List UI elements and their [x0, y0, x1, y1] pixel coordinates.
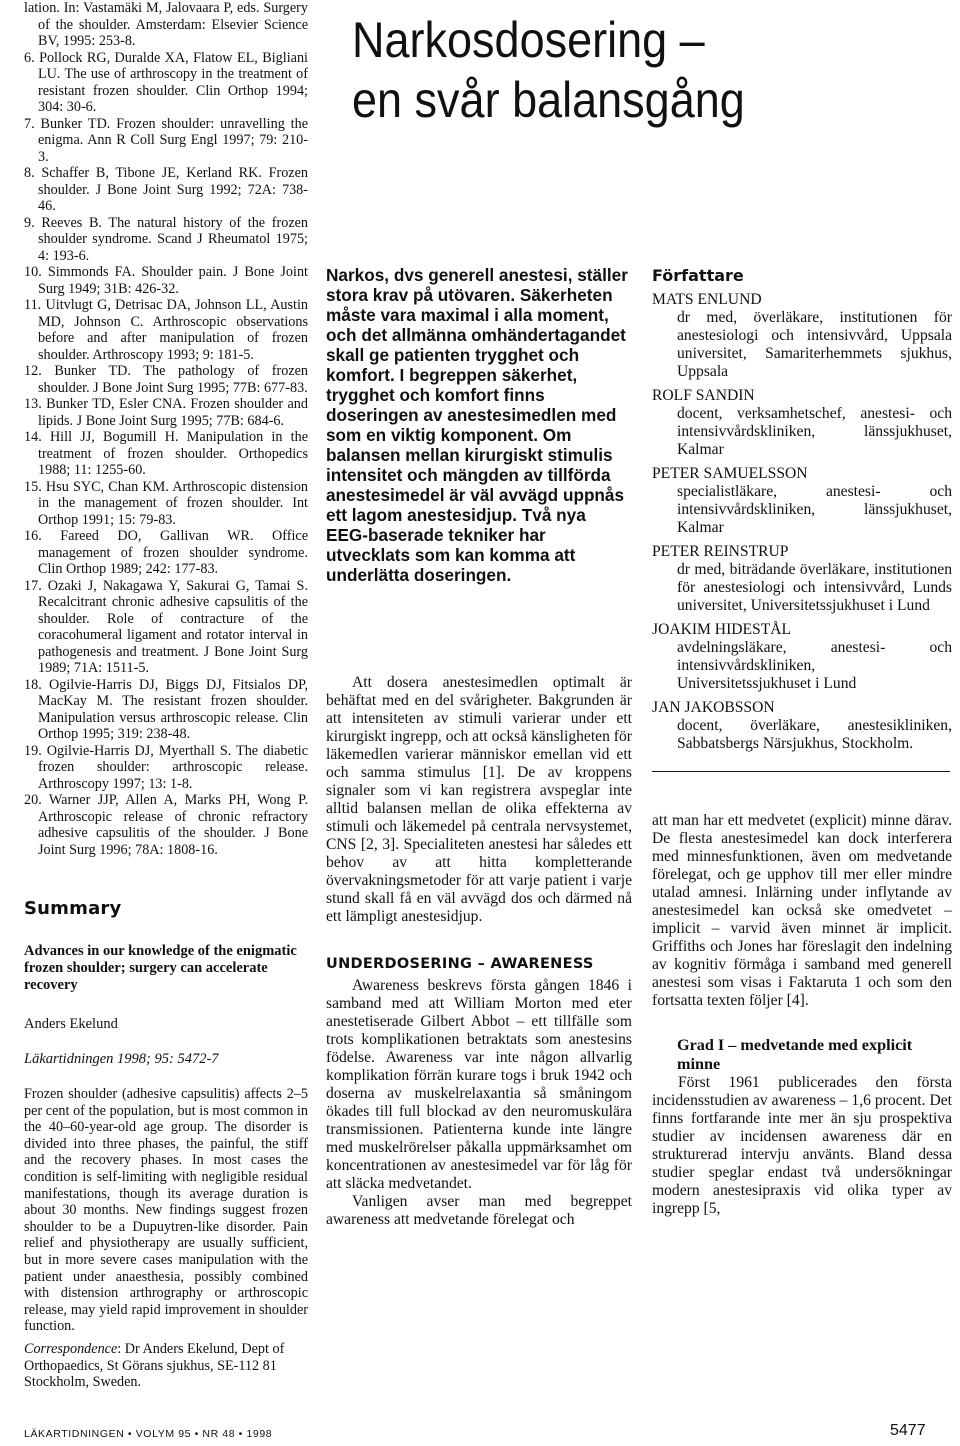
summary-correspondence: Correspondence: Dr Anders Ekelund, Dept of Orthopaedics, St Görans sjukhus, SE-112 81 Stockholm, Sweden.	[24, 1340, 285, 1391]
summary-heading: Summary	[24, 898, 122, 919]
article-title-line2: en svår balansgång	[352, 72, 745, 128]
reference-item: 8. Schaffer B, Tibone JE, Kerland RK. Frozen shoulder. J Bone Joint Surg 1992; 72A: 738-46.	[24, 165, 308, 214]
author-list	[652, 291, 952, 753]
author-affiliation: specialistläkare, anestesi- och intensivvårdskliniken, länssjukhuset, Kalmar	[677, 483, 952, 536]
reference-item: 18. Ogilvie-Harris DJ, Biggs DJ, Fitsialos DP, MacKay M. The resistant frozen shoulder. Manipulation versus arthroscopic release. Clin Orthop 1995; 319: 238-48.	[24, 676, 308, 742]
page-number: 5477	[890, 1422, 926, 1439]
authors-divider	[652, 771, 950, 772]
reference-item: 17. Ozaki J, Nakagawa Y, Sakurai G, Tamai S. Recalcitrant chronic adhesive capsulitis of the shoulder. Role of contracture of the coracohumeral ligament and rotator interval in pathogenesis and treatment. J Bone Joint Surg 1989; 71A: 1511-5.	[24, 577, 308, 676]
left-column	[24, 0, 308, 1391]
reference-item: 7. Bunker TD. Frozen shoulder: unravelling the enigma. Ann R Coll Surg Engl 1997; 79: 210-3.	[24, 115, 308, 165]
reference-item: 14. Hill JJ, Bogumill H. Manipulation in the treatment of frozen shoulder. Orthopedics 1988; 11: 1255-60.	[24, 429, 309, 478]
author-name: ROLF SANDIN	[652, 387, 755, 404]
summary-title: Advances in our knowledge of the enigmatic frozen shoulder; surgery can accelerate recovery	[24, 943, 297, 993]
author-entry	[652, 291, 952, 381]
reference-list	[24, 0, 308, 858]
author-name: PETER REINSTRUP	[652, 543, 789, 560]
reference-item: 10. Simmonds FA. Shoulder pain. J Bone Joint Surg 1949; 31B: 426-32.	[24, 264, 308, 297]
body-paragraph: att man har ett medvetet (explicit) minne därav. De flesta anestesimedel kan dock interferera med minnesfunktionen, även om medvetande förelegat, och ge upphov till mer eller mindre utalad amnesi. Inlärning under inflytande av anestesimedel kan också ske omedvetet – implicit – varvid även minnet är implicit. Griffiths och Jones har föreslagit den indelning av kognitiv förmåga i samband med generell anestesi som visas i Faktaruta 1 och som den fortsatta texten följer [4].	[652, 812, 952, 1009]
article-title-line1: Narkosdosering –	[352, 12, 705, 68]
reference-item: 16. Fareed DO, Gallivan WR. Office management of frozen shoulder syndrome. Clin Orthop 1989; 242: 177-83.	[24, 528, 308, 577]
article-title	[352, 10, 892, 130]
summary-body: Frozen shoulder (adhesive capsulitis) affects 2–5 per cent of the population, but is most common in the 40–60-year-old age group. The disorder is divided into three phases, the painful, the stiff and the recovery phases. In most cases the condition is self-limiting with negligible residual manifestations, though its average duration is about 30 months. New findings suggest frozen shoulder to be a Dupuytren-like disorder. Pain relief and physiotherapy are usually sufficient, but in more severe cases manipulation with the patient under anaesthesia, possibly combined with distension arthrography or arthroscopic release, may yield rapid improvement in shoulder function.	[24, 1086, 308, 1335]
author-entry	[652, 465, 952, 537]
reference-item: 20. Warner JJP, Allen A, Marks PH, Wong P. Arthroscopic release of chronic refractory adhesive capsulitis of the shoulder. J Bone Joint Surg 1996; 78A: 1808-16.	[24, 792, 308, 858]
author-affiliation: docent, överläkare, anestesikliniken, Sabbatsbergs Närsjukhus, Stockholm.	[677, 717, 952, 752]
reference-item: 9. Reeves B. The natural history of the frozen shoulder syndrome. Scand J Rheumatol 1975; 4: 193-6.	[24, 214, 309, 264]
reference-item: lation. In: Vastamäki M, Jalovaara P, eds. Surgery of the shoulder. Amsterdam: Elsevier Science BV, 1995: 253-8.	[24, 0, 308, 49]
author-name: JOAKIM HIDESTÅL	[652, 621, 792, 638]
body-paragraph: Awareness beskrevs första gången 1846 i samband med att William Morton med eter anestetiserade Gilbert Abbot – ett tillfälle som trots komplikationen betraktats som anestesins födelse. Awareness var inte någon allvarlig komplikation förrän kurare togs i bruk 1942 och doserna av muskelrelaxantia så småningom ökades till full blockad av den neuromuskulära transmissionen. Patienterna kunde inte längre med muskelrörelser påkalla uppmärksamhet om koncentrationen av anestesimedel var för låg för att släcka medvetandet.	[326, 977, 632, 1192]
author-affiliation: avdelningsläkare, anestesi- och intensivvårdskliniken, Universitetssjukhuset i Lund	[677, 639, 952, 692]
author-name: MATS ENLUND	[652, 291, 762, 308]
reference-item: 6. Pollock RG, Duralde XA, Flatow EL, Bigliani LU. The use of arthroscopy in the treatment of resistant frozen shoulder. Clin Orthop 1994; 304: 30-6.	[24, 49, 308, 115]
author-entry	[652, 699, 952, 753]
journal-footer: LÄKARTIDNINGEN • VOLYM 95 • NR 48 • 1998	[24, 1428, 273, 1440]
author-entry	[652, 543, 952, 615]
author-affiliation: dr med, biträdande överläkare, institutionen för anestesiologi och intensivvård, Lunds universitet, Universitetssjukhuset i Lund	[677, 561, 952, 614]
section-heading-grad-i: Grad I – medvetande med explicit minne	[677, 1036, 913, 1073]
summary-author: Anders Ekelund	[24, 1016, 118, 1032]
author-name: PETER SAMUELSSON	[652, 465, 808, 482]
reference-item: 11. Uitvlugt G, Detrisac DA, Johnson LL, Austin MD, Johnson C. Arthroscopic observations before and after manipulation of frozen shoulder. Arthroscopy 1993; 9: 181-5.	[24, 297, 308, 363]
reference-item: 12. Bunker TD. The pathology of frozen shoulder. J Bone Joint Surg 1995; 77B: 677-83.	[24, 363, 309, 396]
body-paragraph: Först 1961 publicerades den första incidensstudien av awareness – 1,6 procent. Det finns fortfarande inte mer än sju prospektiva studier av incidensen awareness där en strukturerad intervju använts. Bland dessa studier speglar endast två undersökningar modern anestesipraxis vid olika typer av ingrepp [5,	[652, 1074, 952, 1217]
author-affiliation: docent, verksamhetschef, anestesi- och intensivvårdskliniken, länssjukhuset, Kalmar	[677, 405, 952, 458]
body-paragraph: Att dosera anestesimedlen optimalt är behäftat med en del svårigheter. Bakgrunden är att intensiteten av stimuli varierar under ett kirurgiskt ingrepp, och att också känsligheten för läkemedlen varierar människor emellan vid ett och samma stimulus [1]. De av kroppens signaler som vi kan registrera avspeglar inte alltid balansen mellan de olika effekterna av stimuli och läkemedel på centrala nervsystemet, CNS [2, 3]. Specialiteten anestesi har således ett behov av att hitta kompletterande övervakningsmetoder för att varje patient i varje stund skall få en väl avvägd dos och därmed nå ett lämpligt anestesidjup.	[326, 674, 632, 925]
summary-citation: Läkartidningen 1998; 95: 5472-7	[24, 1051, 219, 1067]
author-entry	[652, 621, 952, 693]
article-lead: Narkos, dvs generell anestesi, ställer stora krav på utövaren. Säkerheten måste vara maximal i alla moment, och det allmänna omhändertagandet skall ge patienten trygghet och komfort. I begreppen säkerhet, trygghet och komfort finns doseringen av anestesimedlen med som en viktig komponent. Om balansen mellan kirurgiskt stimulis intensitet och mängden av tillförda anestesimedel är väl avvägd uppnås ett lagom anestesidjup. Två nya EEG-baserade tekniker har utvecklats som kan komma att underlätta doseringen.	[326, 265, 628, 585]
right-column	[652, 266, 952, 1218]
author-name: JAN JAKOBSSON	[652, 699, 775, 716]
author-affiliation: dr med, överläkare, institutionen för anestesiologi och intensivvård, Uppsala universitet, Samariterhemmets sjukhus, Uppsala	[677, 309, 952, 380]
reference-item: 15. Hsu SYC, Chan KM. Arthroscopic distension in the management of frozen shoulder. Int Orthop 1991; 15: 79-83.	[24, 478, 309, 528]
body-paragraph: Vanligen avser man med begreppet awareness att medvetande förelegat och	[326, 1193, 632, 1228]
author-entry	[652, 387, 952, 459]
section-heading-underdosering: UNDERDOSERING – AWARENESS	[326, 956, 594, 972]
middle-column	[326, 674, 632, 1229]
reference-item: 19. Ogilvie-Harris DJ, Myerthall S. The diabetic frozen shoulder: arthroscopic release. Arthroscopy 1997; 13: 1-8.	[24, 742, 309, 792]
authors-heading: Författare	[652, 266, 744, 285]
reference-item: 13. Bunker TD, Esler CNA. Frozen shoulder and lipids. J Bone Joint Surg 1995; 77B: 684-6.	[24, 396, 308, 429]
